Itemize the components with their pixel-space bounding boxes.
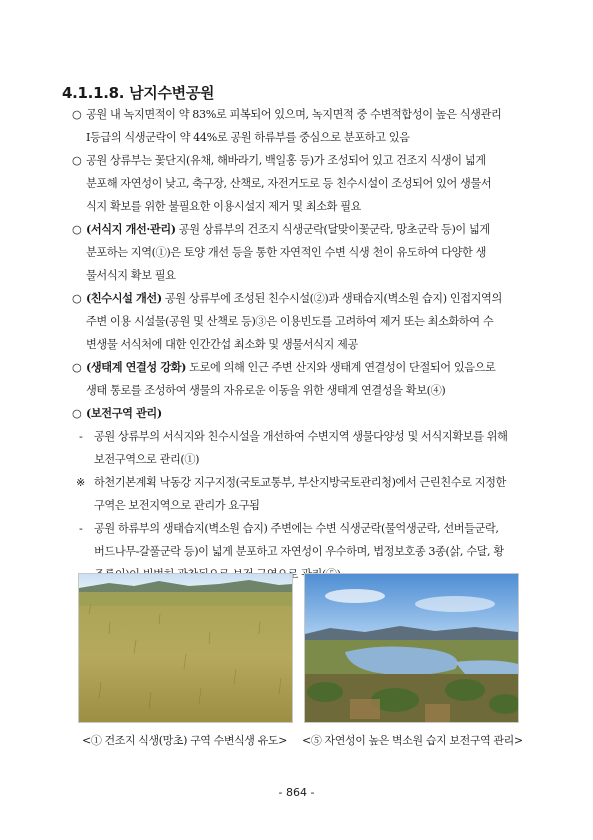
paragraph-keyword: (서식지 개선·관리): [86, 222, 176, 236]
bullet-paragraph: [62, 356, 540, 402]
paragraph-line: 구역은 보전지역으로 관리가 요구됨: [94, 499, 260, 512]
bullet-paragraph: [62, 218, 540, 287]
section-title: 남지수변공원: [129, 84, 215, 102]
paragraph-line: 공원 상류부는 꽃단지(유채, 해바라기, 백일홍 등)가 조성되어 있고 건조지 식생이 넓게: [86, 154, 486, 167]
paragraph-line: 공원 내 녹지면적이 약 83%로 피복되어 있으며, 녹지면적 중 수변적합성이 높은 식생관리: [86, 108, 502, 121]
photo-dry-grassland: [78, 573, 293, 723]
paragraph-line: 공원 하류부의 생태습지(벽소원 습지) 주변에는 수변 식생군락(물억생군락, 선버들군락,: [94, 522, 499, 535]
paragraph-line: 물서식지 확보 필요: [86, 269, 176, 282]
paragraph-line: 도로에 의해 인근 주변 산지와 생태계 연결성이 단절되어 있음으로: [186, 361, 496, 374]
paragraph-line: 생태 통로를 조성하여 생물의 자유로운 이동을 위한 생태계 연결성을 확보(④): [86, 384, 446, 397]
reference-note: [62, 471, 540, 517]
page-number: - 864 -: [278, 786, 315, 799]
paragraph-keyword: (친수시설 개선): [86, 291, 162, 305]
section-number: 4.1.1.8.: [62, 84, 125, 102]
bullet-circle-icon: ○: [72, 223, 82, 236]
body-text: [62, 103, 540, 586]
bullet-paragraph: [62, 402, 540, 425]
paragraph-line: 변생물 서식처에 대한 인간간섭 최소화 및 생물서식지 제공: [86, 338, 358, 351]
photo-row: [78, 573, 526, 723]
bullet-paragraph: [62, 149, 540, 218]
paragraph-line: 분포하는 지역(①)은 토양 개선 등을 통한 자연적인 수변 식생 천이 유도하여 다양한 생: [86, 246, 487, 259]
section-heading: [62, 82, 214, 103]
bullet-circle-icon: ○: [72, 292, 82, 305]
figure-caption: <⑤ 자연성이 높은 벽소원 습지 보전구역 관리>: [302, 734, 523, 747]
dash-item: [62, 425, 540, 471]
paragraph-line: 공원 상류부에 조성된 친수시설(②)과 생태습지(벽소원 습지) 인접지역의: [161, 292, 502, 305]
figure-caption: <① 건조지 식생(망초) 구역 수변식생 유도>: [82, 734, 287, 747]
paragraph-line: 식지 확보를 위한 불필요한 이용시설지 제거 및 최소화 필요: [86, 200, 362, 213]
paragraph-line: 버드나무-갈풀군락 등)이 넓게 분포하고 자연성이 우수하며, 법정보호종 3종(삵, 수달, 황: [94, 545, 504, 558]
bullet-circle-icon: ○: [72, 407, 82, 420]
paragraph-line: I등급의 식생군락이 약 44%로 공원 하류부를 중심으로 분포하고 있음: [86, 131, 410, 144]
paragraph-line: 주변 이용 시설물(공원 및 산책로 등)③은 이용빈도를 고려하여 제거 또는 최소화하여 수: [86, 315, 494, 328]
paragraph-line: 공원 상류부의 서식지와 친수시설을 개선하여 수변지역 생물다양성 및 서식지확보를 위해: [94, 430, 508, 443]
paragraph-line: 공원 상류부의 건조지 식생군락(달맞이꽃군락, 망초군락 등)이 넓게: [175, 223, 490, 236]
bullet-paragraph: [62, 103, 540, 149]
paragraph-line: 하천기본계획 낙동강 지구지정(국토교통부, 부산지방국토관리청)에서 근린친수로 지정한: [94, 476, 506, 489]
paragraph-keyword: (보전구역 관리): [86, 406, 162, 420]
paragraph-line: 보전구역으로 관리(①): [94, 453, 200, 466]
photo-wetland: [304, 573, 519, 723]
reference-mark-icon: ※: [76, 476, 85, 489]
dash-bullet-icon: -: [79, 522, 83, 535]
dash-bullet-icon: -: [79, 430, 83, 443]
bullet-circle-icon: ○: [72, 361, 82, 374]
paragraph-line: 분포해 자연성이 낮고, 축구장, 산책로, 자전거도로 등 친수시설이 조성되어 있어 생물서: [86, 177, 492, 190]
bullet-circle-icon: ○: [72, 108, 82, 121]
bullet-paragraph: [62, 287, 540, 356]
bullet-circle-icon: ○: [72, 154, 82, 167]
paragraph-keyword: (생태계 연결성 강화): [86, 360, 187, 374]
